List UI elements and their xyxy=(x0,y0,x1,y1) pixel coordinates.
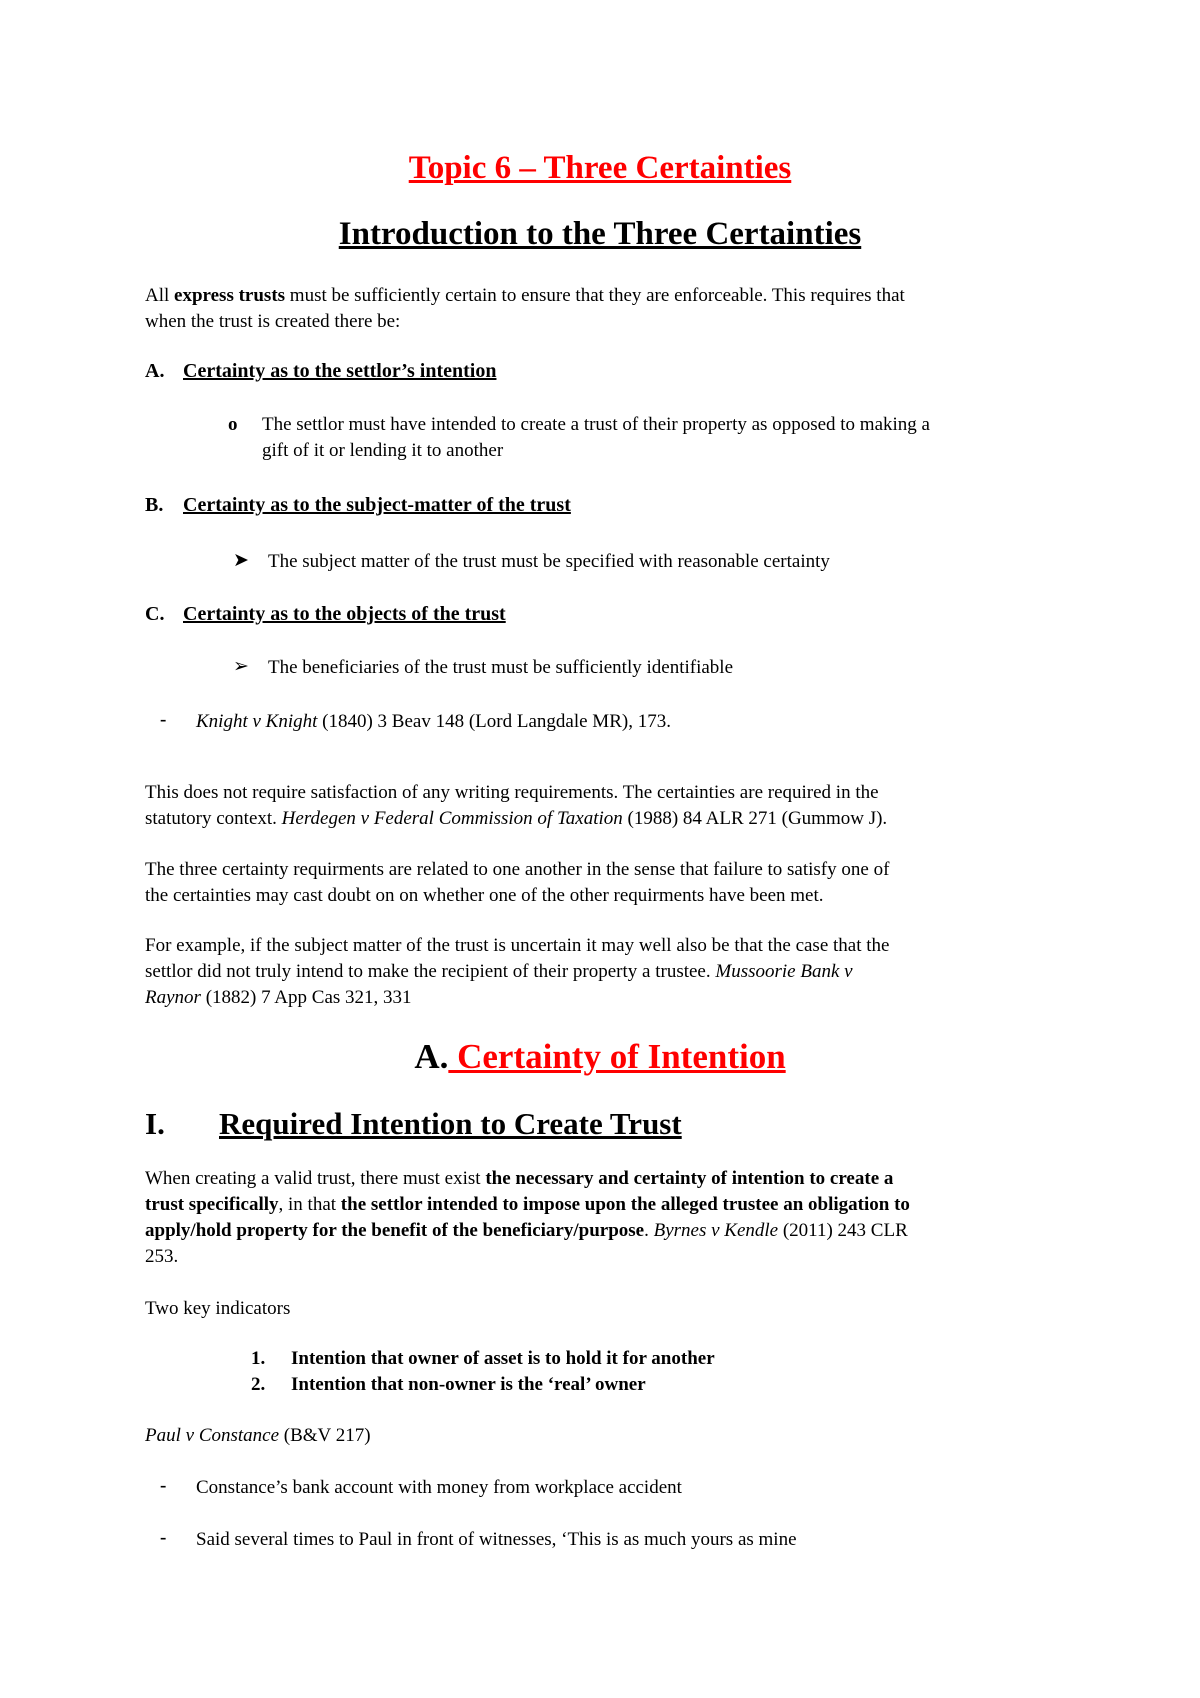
paragraph-text: 253. xyxy=(145,1246,179,1267)
indicator-item: Intention that owner of asset is to hold it for another xyxy=(291,1348,715,1369)
valid-trust-paragraph xyxy=(145,1166,1062,1270)
indicator-item: Intention that non-owner is the ‘real’ owner xyxy=(291,1374,646,1395)
paragraph-line: the certainties may cast doubt on on whether one of the other requirments have been met. xyxy=(145,885,824,906)
certainty-b-letter: B. xyxy=(145,494,164,516)
indicators-label: Two key indicators xyxy=(145,1298,291,1319)
paragraph-bold-text: the settlor intended to impose upon the alleged trustee an obligation to xyxy=(340,1194,910,1215)
case-name: Byrnes v Kendle xyxy=(653,1220,779,1241)
certainty-a-letter: A. xyxy=(145,360,165,382)
section-a-letter: A. xyxy=(414,1037,449,1076)
case-name: Herdegen v Federal Commission of Taxation xyxy=(281,808,623,829)
case-name: Knight v Knight xyxy=(196,711,318,732)
certainty-c-point: The beneficiaries of the trust must be sufficiently identifiable xyxy=(268,657,733,678)
paragraph-bold-text: apply/hold property for the benefit of the beneficiary/purpose xyxy=(145,1220,645,1241)
certainty-c-letter: C. xyxy=(145,603,165,625)
document-title: Topic 6 – Three Certainties xyxy=(408,150,792,186)
dash-bullet-icon: - xyxy=(160,709,167,730)
certainty-a-point-line: The settlor must have intended to create a trust of their property as opposed to making a xyxy=(262,414,930,435)
paragraph-text: statutory context. xyxy=(145,808,282,829)
paul-case-citation xyxy=(145,1423,371,1449)
document-subtitle: Introduction to the Three Certainties xyxy=(338,216,862,252)
section-a-title: Certainty of Intention xyxy=(448,1037,786,1076)
paul-point: Constance’s bank account with money from workplace accident xyxy=(196,1477,682,1498)
paul-point: Said several times to Paul in front of witnesses, ‘This is as much yours as mine xyxy=(196,1529,797,1550)
dash-bullet-icon: - xyxy=(160,1527,167,1548)
intro-text: when the trust is created there be: xyxy=(145,311,401,332)
paragraph-bold-text: the necessary and certainty of intention to create a xyxy=(485,1168,894,1189)
paragraph-text: settlor did not truly intend to make the recipient of their property a trustee. xyxy=(145,961,716,982)
certainty-a-point-line: gift of it or lending it to another xyxy=(262,440,504,461)
paragraph-text: (2011) 243 CLR xyxy=(778,1220,908,1241)
paragraph-text: When creating a valid trust, there must exist xyxy=(145,1168,486,1189)
paragraph-line: This does not require satisfaction of any writing requirements. The certainties are required in the xyxy=(145,782,879,803)
case-name: Raynor xyxy=(145,987,201,1008)
section-i-numeral: I. xyxy=(145,1106,165,1141)
certainty-b-heading: Certainty as to the subject-matter of the trust xyxy=(183,494,571,516)
certainty-b-point: The subject matter of the trust must be specified with reasonable certainty xyxy=(268,551,830,572)
certainty-a-heading: Certainty as to the settlor’s intention xyxy=(183,360,497,382)
circle-bullet-icon: o xyxy=(228,414,238,435)
paragraph-line: The three certainty requirments are related to one another in the sense that failure to satisfy one of xyxy=(145,859,890,880)
knight-case-citation xyxy=(196,709,671,735)
indicator-number: 2. xyxy=(251,1374,266,1395)
writing-paragraph xyxy=(145,780,1062,832)
case-name: Paul v Constance xyxy=(145,1425,280,1446)
indicator-number: 1. xyxy=(251,1348,266,1369)
intro-bold-express-trusts: express trusts xyxy=(174,285,286,306)
paragraph-text: , in that xyxy=(278,1194,341,1215)
intro-paragraph xyxy=(145,283,1062,335)
certainty-c-heading: Certainty as to the objects of the trust xyxy=(183,603,506,625)
certainty-a-point xyxy=(262,412,1062,464)
section-a-heading xyxy=(0,1037,1200,1077)
paragraph-text: . xyxy=(644,1220,654,1241)
section-i-title: Required Intention to Create Trust xyxy=(219,1106,682,1141)
intro-text: must be sufficiently certain to ensure that they are enforceable. This requires that xyxy=(285,285,905,306)
arrowhead-bullet-icon: ➤ xyxy=(233,550,249,571)
paragraph-text: (1988) 84 ALR 271 (Gummow J). xyxy=(622,808,888,829)
dash-bullet-icon: - xyxy=(160,1475,167,1496)
paragraph-bold-text: trust specifically xyxy=(145,1194,279,1215)
case-citation: (B&V 217) xyxy=(279,1425,371,1446)
paragraph-text: (1882) 7 App Cas 321, 331 xyxy=(200,987,412,1008)
case-citation: (1840) 3 Beav 148 (Lord Langdale MR), 173. xyxy=(317,711,671,732)
intro-text: All xyxy=(145,285,175,306)
example-paragraph xyxy=(145,933,1062,1011)
arrowhead-bullet-icon: ➢ xyxy=(233,656,249,677)
paragraph-line: For example, if the subject matter of the trust is uncertain it may well also be that the case that the xyxy=(145,935,890,956)
related-paragraph xyxy=(145,857,1062,909)
case-name: Mussoorie Bank v xyxy=(715,961,853,982)
